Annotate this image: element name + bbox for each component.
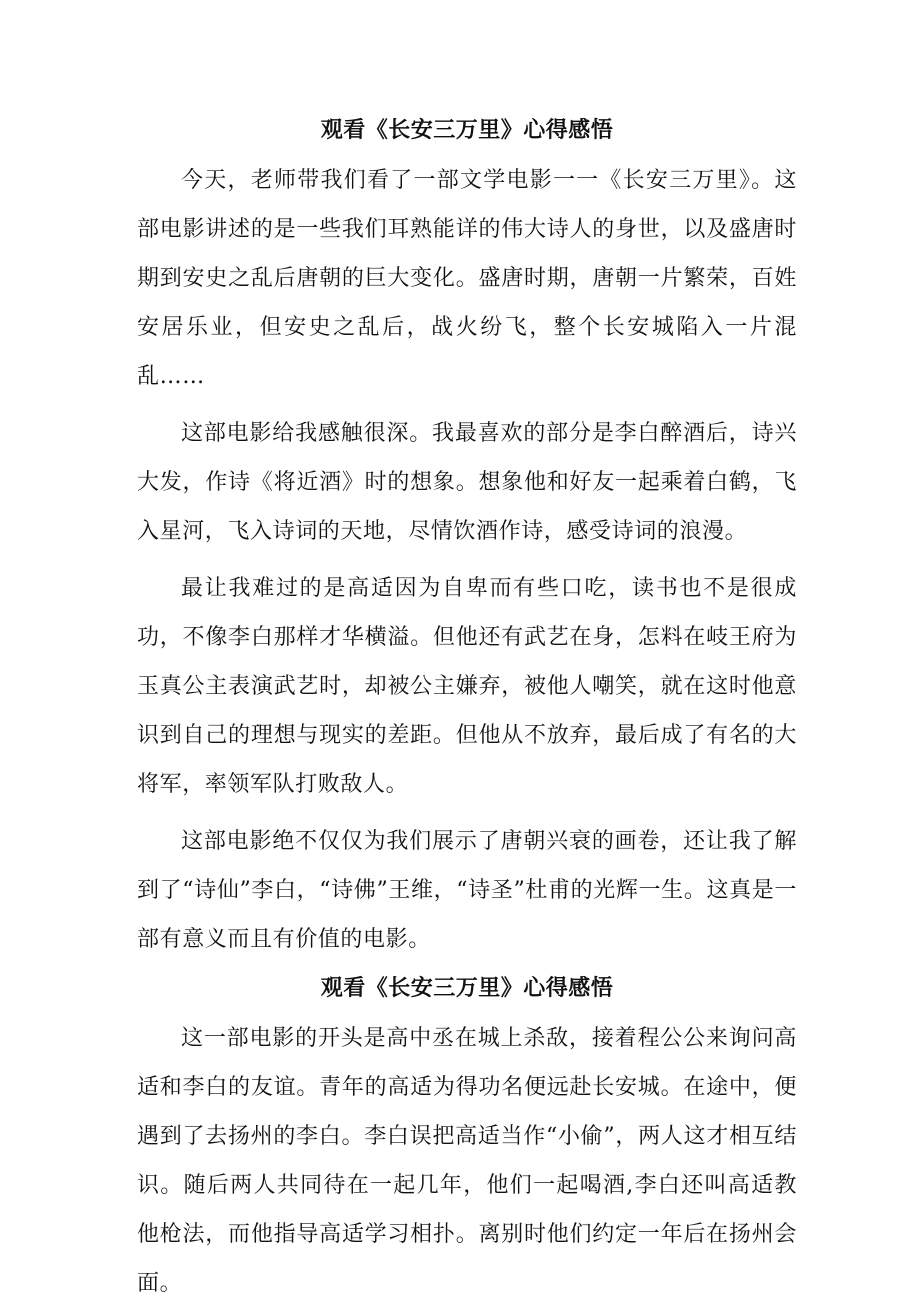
paragraph: 最让我难过的是高适因为自卑而有些口吃，读书也不是很成功，不像李白那样才华横溢。但他还有武艺在身，怎料在岐王府为玉真公主表演武艺时，却被公主嫌弃，被他人嘲笑，就在这时他意识到自己的理想与现实的差距。但他从不放弃，最后成了有名的大将军，率领军队打败敌人。 (137, 576, 797, 797)
article-2 (137, 972, 797, 1308)
article-title: 观看《长安三万里》心得感悟 (320, 976, 614, 1001)
article-title: 观看《长安三万里》心得感悟 (320, 118, 614, 143)
paragraph: 这部电影绝不仅仅为我们展示了唐朝兴衰的画卷，还让我了解到了“诗仙”李白，“诗佛”王维，“诗圣”杜甫的光辉一生。这真是一部有意义而且有价值的电影。 (137, 829, 797, 952)
document-body (137, 114, 797, 1308)
article-1 (137, 114, 797, 964)
paragraph: 这一部电影的开头是高中丞在城上杀敌，接着程公公来询问高适和李白的友谊。青年的高适为得功名便远赴长安城。在途中，便遇到了去扬州的李白。李白误把高适当作“小偷”，两人这才相互结识。随后两人共同待在一起几年，他们一起喝酒,李白还叫高适教他枪法，而他指导高适学习相扑。离别时他们约定一年后在扬州会面。 (137, 1026, 797, 1296)
paragraph: 这部电影给我感触很深。我最喜欢的部分是李白醉酒后，诗兴大发，作诗《将近酒》时的想象。想象他和好友一起乘着白鹤，飞入星河，飞入诗词的天地，尽情饮酒作诗，感受诗词的浪漫。 (137, 421, 797, 544)
paragraph: 今天，老师带我们看了一部文学电影一一《长安三万里》。这部电影讲述的是一些我们耳熟能详的伟大诗人的身世，以及盛唐时期到安史之乱后唐朝的巨大变化。盛唐时期，唐朝一片繁荣，百姓安居乐业，但安史之乱后，战火纷飞，整个长安城陷入一片混乱…… (137, 168, 797, 389)
